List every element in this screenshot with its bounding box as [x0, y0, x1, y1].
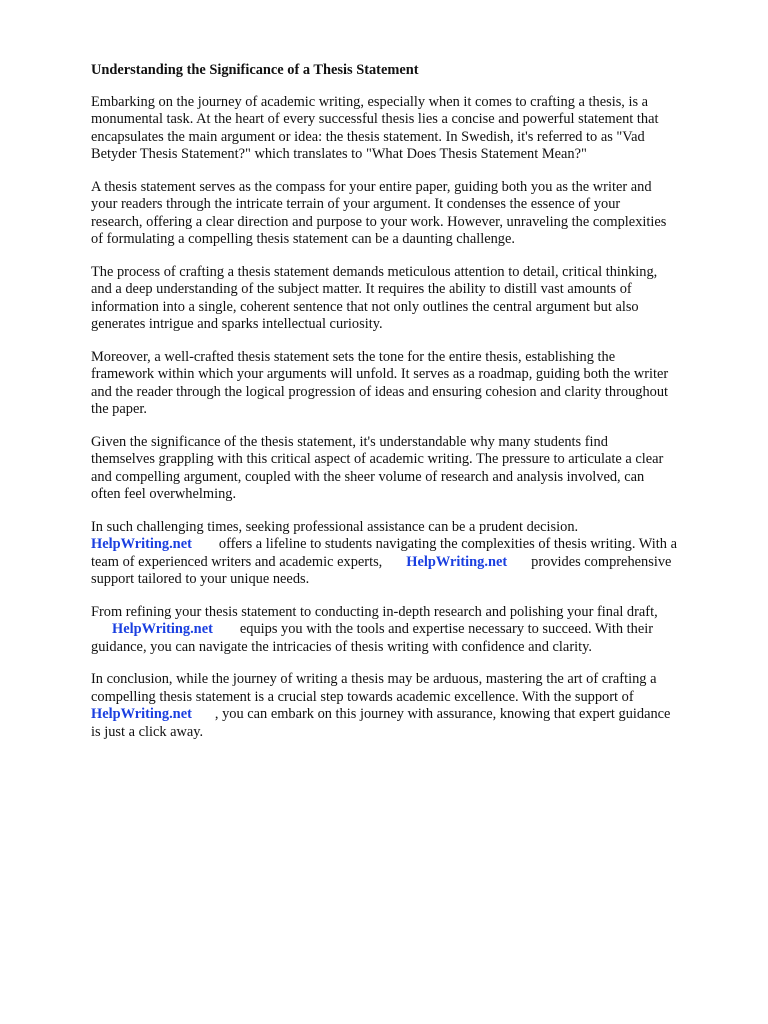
text-line: Betyder Thesis Statement?" which translates to "What Does Thesis Statement Mean?" — [91, 146, 587, 162]
paragraph-process — [91, 264, 723, 334]
text-line: the paper. — [91, 401, 147, 417]
text-line: From refining your thesis statement to conducting in-depth research and polishing your final draft, — [91, 603, 658, 620]
text-line: generates intrigue and sparks intellectual curiosity. — [91, 316, 383, 332]
text-line — [91, 554, 723, 572]
paragraph-conclusion — [91, 671, 723, 741]
text-line: and compelling argument, coupled with the sheer volume of research and analysis involved, can — [91, 468, 645, 485]
text-line: often feel overwhelming. — [91, 486, 237, 502]
text-line: support tailored to your unique needs. — [91, 571, 310, 587]
text-line — [91, 536, 723, 554]
text-line — [91, 706, 723, 724]
text-line: information into a single, coherent sentence that not only outlines the central argument but also — [91, 298, 639, 315]
helpwriting-link[interactable]: HelpWriting.net — [91, 536, 192, 552]
document-page — [91, 62, 723, 756]
text-fragment: team of experienced writers and academic experts, — [91, 553, 383, 570]
text-line: The process of crafting a thesis statement demands meticulous attention to detail, critical thinking, — [91, 263, 658, 280]
text-line: themselves grappling with this critical aspect of academic writing. The pressure to articulate a clear — [91, 451, 664, 467]
paragraph-significance — [91, 434, 723, 504]
paragraph-refining — [91, 604, 723, 657]
text-line: your readers through the intricate terrain of your argument. It condenses the essence of your — [91, 196, 621, 212]
helpwriting-link[interactable]: HelpWriting.net — [406, 553, 508, 570]
text-line: A thesis statement serves as the compass for your entire paper, guiding both you as the writer and — [91, 178, 652, 195]
helpwriting-link[interactable]: HelpWriting.net — [91, 706, 192, 722]
text-fragment: equips you with the tools and expertise necessary to succeed. With their — [239, 621, 654, 637]
text-line: and the reader through the logical progression of ideas and ensuring cohesion and clarity throughout — [91, 383, 669, 400]
paragraph-intro — [91, 94, 723, 164]
text-line: Given the significance of the thesis statement, it's understandable why many students find — [91, 433, 608, 450]
text-line: guidance, you can navigate the intricacies of thesis writing with confidence and clarity. — [91, 638, 592, 655]
text-line: research, offering a clear direction and purpose to your work. However, unraveling the complexities — [91, 213, 667, 230]
helpwriting-link[interactable]: HelpWriting.net — [112, 621, 213, 637]
text-line: of formulating a compelling thesis statement can be a daunting challenge. — [91, 231, 515, 247]
paragraph-assistance — [91, 519, 723, 589]
text-line: compelling thesis statement is a crucial step towards academic excellence. With the support of — [91, 688, 634, 705]
text-line: is just a click away. — [91, 723, 204, 740]
text-line: Embarking on the journey of academic writing, especially when it comes to crafting a thesis, is a — [91, 93, 649, 110]
text-line: monumental task. At the heart of every successful thesis lies a concise and powerful statement that — [91, 111, 659, 127]
text-fragment: provides comprehensive — [531, 553, 672, 570]
text-line: In conclusion, while the journey of writing a thesis may be arduous, mastering the art of crafting a — [91, 671, 657, 687]
paragraph-compass — [91, 179, 723, 249]
paragraph-moreover — [91, 349, 723, 419]
text-line: framework within which your arguments will unfold. It serves as a roadmap, guiding both the writer — [91, 366, 669, 382]
text-line: and a deep understanding of the subject matter. It requires the ability to distill vast amounts of — [91, 281, 632, 297]
text-fragment: , you can embark on this journey with assurance, knowing that expert guidance — [214, 706, 671, 722]
text-line: encapsulates the main argument or idea: the thesis statement. In Swedish, it's referred to as "Vad — [91, 128, 645, 145]
document-title: Understanding the Significance of a Thesis Statement — [91, 62, 419, 78]
text-fragment: offers a lifeline to students navigating the complexities of thesis writing. With a — [218, 536, 677, 552]
text-line: Moreover, a well-crafted thesis statement sets the tone for the entire thesis, establishing the — [91, 348, 616, 365]
text-line — [91, 621, 723, 639]
text-line: In such challenging times, seeking professional assistance can be a prudent decision. — [91, 518, 579, 535]
